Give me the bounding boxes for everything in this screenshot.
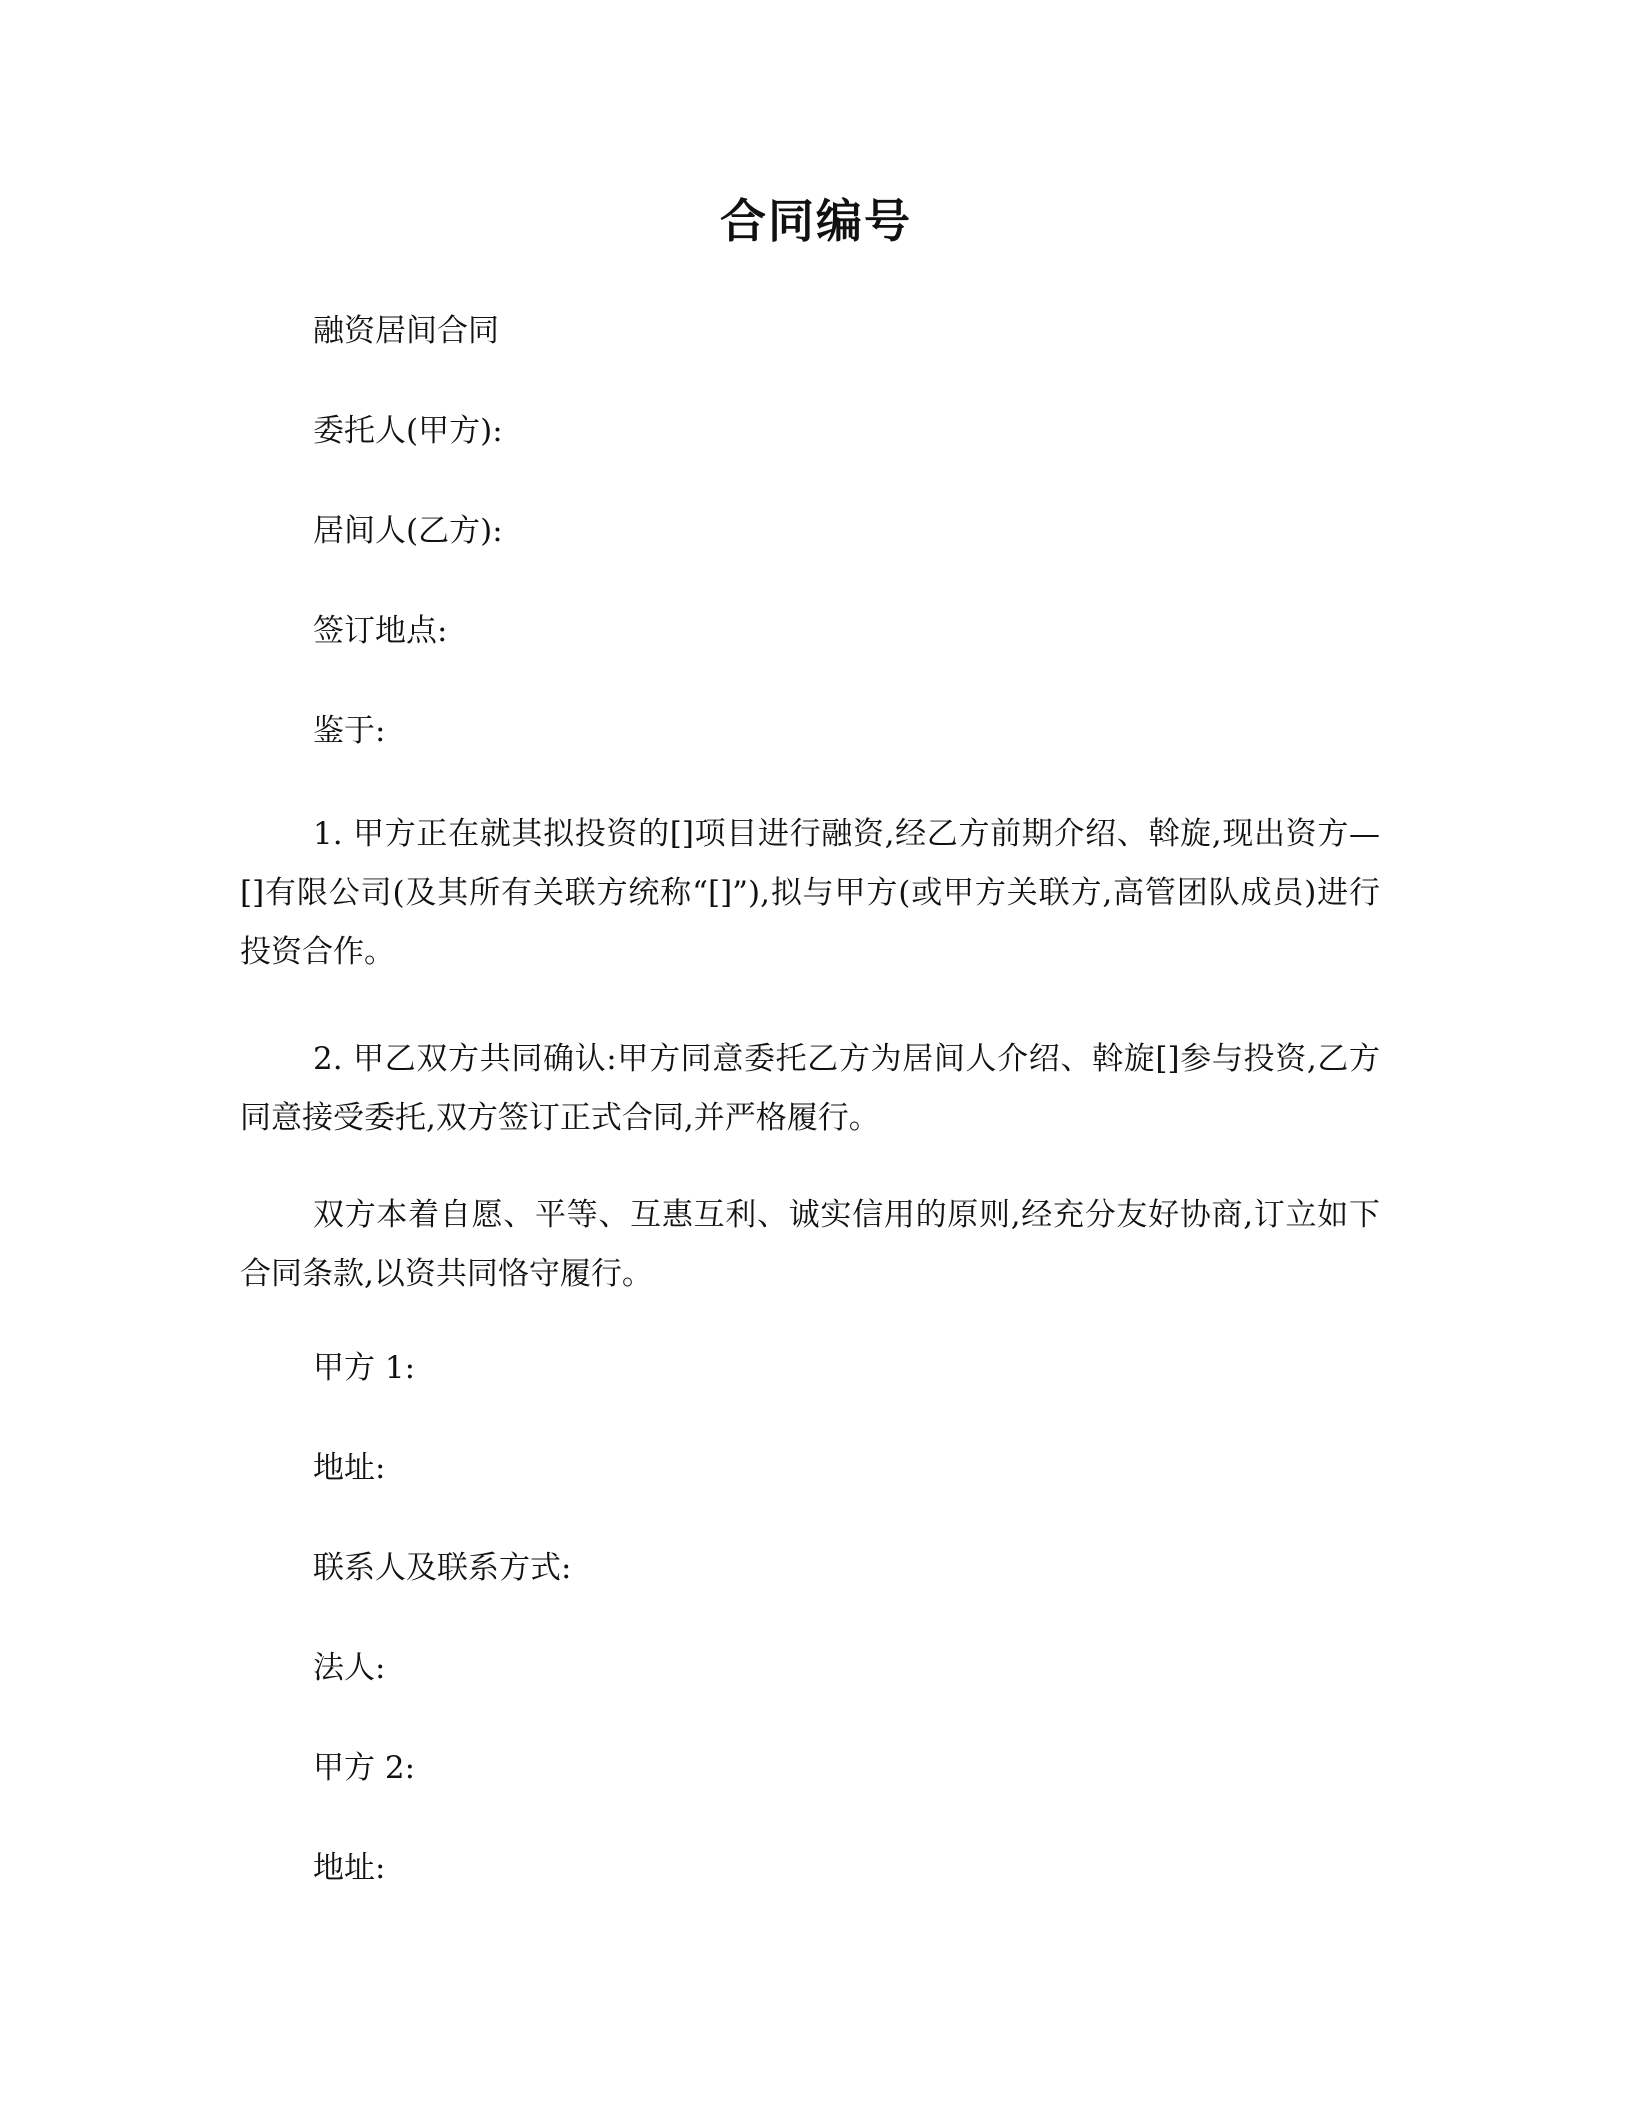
party-b-label: 居间人(乙方): [313,513,503,549]
party-a-label: 委托人(甲方): [313,413,503,449]
sign-place-label: 签订地点: [313,613,448,649]
document-title: 合同编号 [720,194,912,248]
clause-1: 1. 甲方正在就其拟投资的[]项目进行融资,经乙方前期介绍、斡旋,现出资方—[]有限公司(及其所有关联方统称“[]”),拟与甲方(或甲方关联方,高管团队成员)进行投资合作。 [240,816,1380,970]
contract-name: 融资居间合同 [313,313,499,349]
party-a1-label: 甲方 1: [313,1350,416,1386]
address-label-2: 地址: [313,1850,386,1886]
principle-paragraph: 双方本着自愿、平等、互惠互利、诚实信用的原则,经充分友好协商,订立如下合同条款,以资共同恪守履行。 [240,1197,1380,1292]
contact-label: 联系人及联系方式: [313,1550,572,1586]
clause-2: 2. 甲乙双方共同确认:甲方同意委托乙方为居间人介绍、斡旋[]参与投资,乙方同意接受委托,双方签订正式合同,并严格履行。 [240,1041,1380,1136]
party-a2-label: 甲方 2: [313,1750,416,1786]
address-label-1: 地址: [313,1450,386,1486]
legal-person-label: 法人: [313,1650,386,1686]
whereas-label: 鉴于: [313,713,386,749]
